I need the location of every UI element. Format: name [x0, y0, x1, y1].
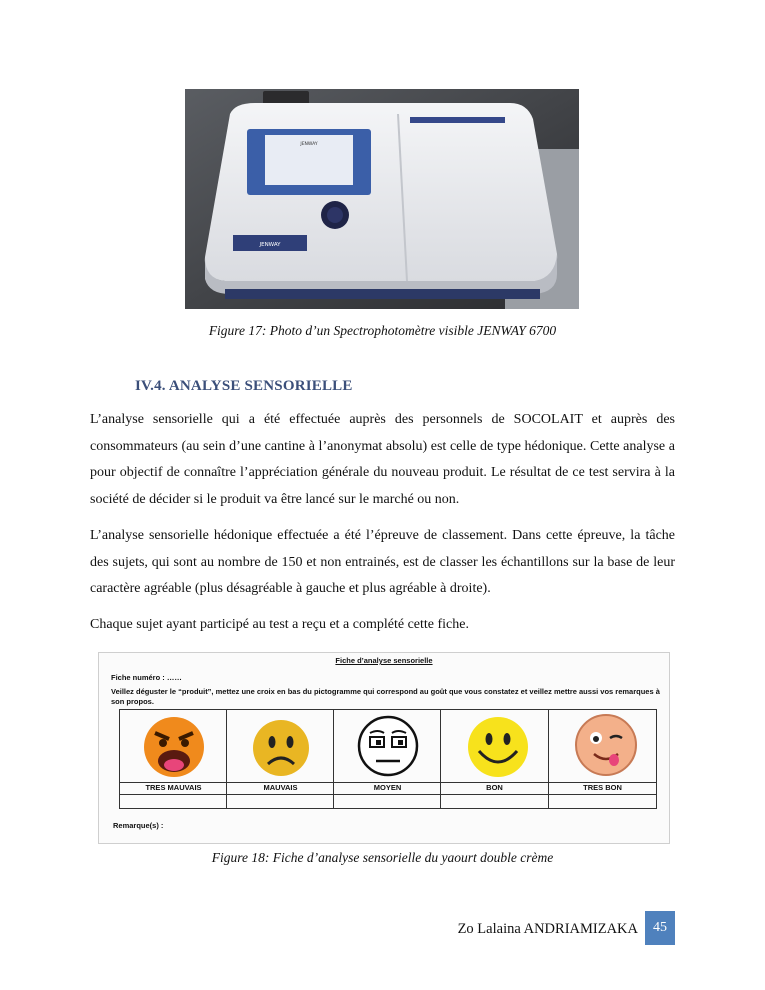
- form-title: Fiche d’analyse sensorielle: [335, 656, 433, 665]
- paragraph-2: L’analyse sensorielle hédonique effectuée a été l’épreuve de classement. Dans cette épreuve, la tâche des sujets, qui sont au nombre de 150 et non entrainés, est de classer les échantillons sur la base de leur caractère agréable (plus désagréable à gauche et plus agréable à droite).: [90, 528, 675, 596]
- figure18-caption: Figure 18: Fiche d’analyse sensorielle du yaourt double crème: [211, 850, 554, 865]
- grid-line: [120, 794, 656, 795]
- section-heading: IV.4. ANALYSE SENSORIELLE: [135, 378, 353, 394]
- paragraph-1: L’analyse sensorielle qui a été effectuée auprès des personnels de SOCOLAIT et auprès des consommateurs (au sein d’une cantine à l’anonymat absolu) est celle de type hédonique. Cette analyse a pour objectif de connaître l’appréciation générale du nouveau produit. Le résultat de ce test servira à la société de décider si le produit va être lancé sur le marché ou non.: [90, 412, 675, 507]
- figure17-caption: Figure 17: Photo d’un Spectrophotomètre visible JENWAY 6700: [208, 323, 557, 338]
- very-bad-face-icon: [141, 715, 207, 779]
- rating-label-bad: MAUVAIS: [263, 783, 298, 792]
- spectrophotometer-illustration: [185, 89, 579, 309]
- page-number-badge: 45: [645, 911, 675, 945]
- sensory-analysis-form: [98, 652, 670, 844]
- spectrophotometer-photo: [185, 89, 579, 309]
- rating-label-average: MOYEN: [373, 783, 402, 792]
- rating-label-very-good: TRES BON: [583, 783, 622, 792]
- form-remark-label: Remarque(s) :: [113, 821, 164, 830]
- rating-grid: [119, 709, 657, 809]
- form-fiche-number: Fiche numéro : ……: [111, 673, 182, 682]
- paragraph-3: Chaque sujet ayant participé au test a reçu et a complété cette fiche.: [90, 617, 469, 632]
- good-face-icon: [465, 715, 531, 779]
- footer-author: Zo Lalaina ANDRIAMIZAKA: [457, 921, 638, 937]
- average-face-icon: [356, 713, 420, 779]
- form-instructions: Veillez déguster le “produit”, mettez une croix en bas du pictogramme qui correspond au goût que vous constatez et veillez mettre aussi vos remarques à son propos.: [111, 687, 660, 706]
- bad-face-icon: [250, 718, 312, 778]
- brand-plate-text: JENWAY: [259, 242, 281, 248]
- rating-label-good: BON: [486, 783, 503, 792]
- rating-label-very-bad: TRES MAUVAIS: [145, 783, 202, 792]
- screen-header-text: JENWAY: [300, 142, 318, 147]
- very-good-face-icon: [574, 712, 638, 778]
